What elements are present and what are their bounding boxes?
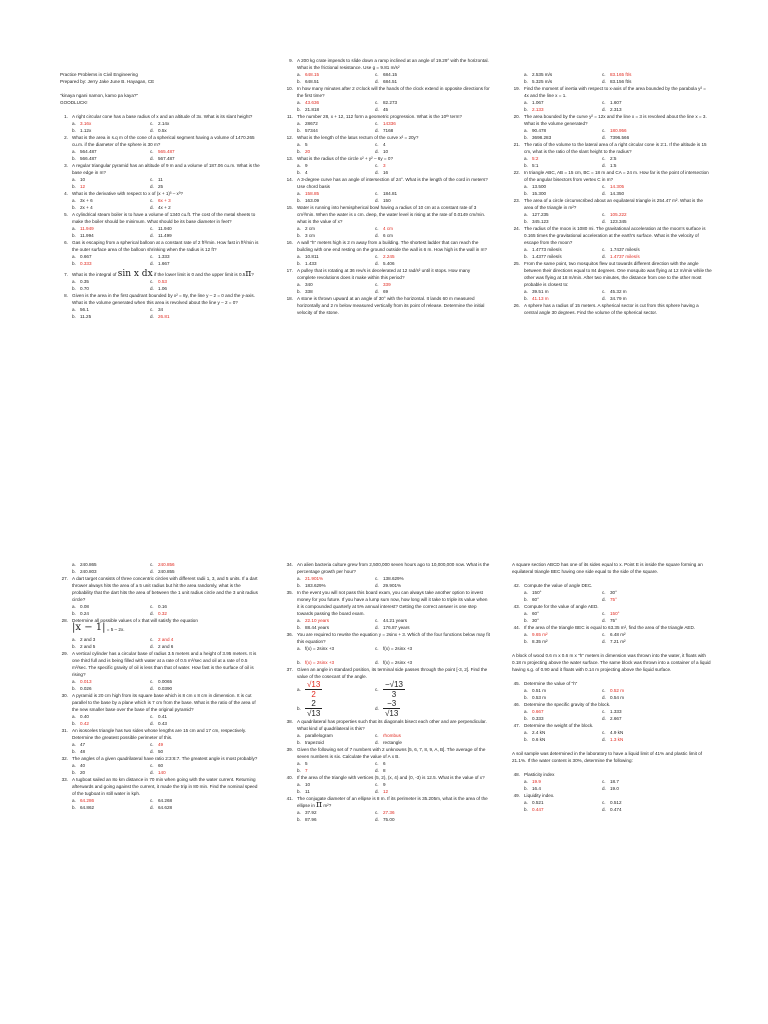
- question-12: 12. What is the length of the latus rectum of the curve x² = 20y?: [286, 135, 419, 140]
- fraction-b: $\frac{2}{√13}$: [307, 699, 321, 718]
- choices-45: a. 0.51 m c. 0.52 m b. 0.53 m d. 0.54 m: [524, 688, 625, 700]
- choices-39: a. 5 c. 6 b. 7 d. 8: [297, 761, 386, 773]
- choices-5: a. 11.949 c. 11.940 b. 11.994 d. 11.499: [72, 226, 172, 238]
- choices-7: a. 0.35 c. 0.53 b. 0.70 d. 1.06: [72, 279, 167, 291]
- choices-8: a. 56.1 c. 34 b. 11.25 d. 26.81: [72, 307, 170, 319]
- question-32: 32. The angles of a given quadrilateral have ratio 2:3:6:7. The greatest angle is most probably?: [61, 756, 258, 761]
- choices-32: a. 40 c. 60 b. 20 d. 140: [72, 763, 166, 775]
- page2-column-2: [285, 561, 490, 823]
- question-7: 7. What is the integral of sin x dx if the lower limit is 0 and the upper limit is 0.5π?: [64, 269, 254, 279]
- choices-38: a. parallelogram c. rhombus b. trapezoid d. rectangle: [297, 733, 402, 745]
- choices-14: a. 158.85 c. 184.81 b. 163.09 d. 150: [297, 191, 398, 203]
- choices-16: a. 10.811 c. 2.245 b. 1.433 d. 5.406: [297, 254, 395, 266]
- question-22: 22. In triangle ABC, AB = 15 cm, BC = 18 m and CA = 24 m. How far is the point of intersection of the angular bisectors from vertex C in m?: [513, 170, 709, 182]
- page1-column-3: [512, 57, 712, 316]
- question-37: 37. Given an angle in standard position, its terminal side passes through the point [-3, 2]. Find the value of the cosecant of the angle.: [286, 667, 488, 679]
- choices-3: a. 10 c. 11 b. 12 d. 25: [72, 177, 164, 189]
- question-13: 13. What is the radius of the circle x² + y² – 6y = 0?: [286, 156, 393, 161]
- question-14: 14. A 3-degree curve has an angle of intersection of 24°. What is the length of the cord in meters? Use chord basis: [286, 177, 488, 189]
- question-17: 17. A pulley that is rotating at 36 rev/s is decelerated at 12 rad/s² until it stops. How many complete revolutions does it make within this period?: [286, 268, 471, 280]
- question-10: 10. In how many minutes after 2 o'clock will the hands of the clock extend in opposite directions for the first time?: [286, 86, 490, 98]
- question-45: 45. Determine the value of "h": [513, 681, 578, 686]
- question-11: 11. The number 28, x + 12, 112 form a geometric progression. What is the 10ᵗʰ term?: [286, 114, 462, 119]
- choices-35: a. 22.10 years c. 44.21 years b. 88.44 years d. 176.87 years: [297, 618, 410, 630]
- question-36: 36. You are required to rewrite the equation y = 2sinx + 3. Which of the four functions below may fit this equation?: [286, 632, 490, 644]
- choices-2: a. 564.487 c. 565.487 b. 566.487 d. 567.487: [72, 149, 175, 161]
- question-5: 5. A cylindrical steam boiler is to have a volume of 1340 cu.ft. The cost of the metal sheets to make the boiler should be minimum. What should be its base diameter in feet?: [64, 212, 256, 224]
- choices-10: a. 43.636 c. 82.273 b. 21.818 d. 45: [297, 100, 398, 112]
- choices-23: a. 127.235 c. 105.222 b. 345.123 d. 123.345: [524, 212, 627, 224]
- question-43: 43. Compute for the value of angle AED.: [513, 604, 599, 609]
- choices-37-row1: a. $\frac{√13}{2}$ c. $\frac{-√13}{3}$: [297, 680, 403, 699]
- integral-expression: sin x dx: [117, 269, 153, 279]
- choices-15: a. 2 cm c. 4 cm b. 3 cm d. 6 cm: [297, 226, 393, 238]
- page1-column-2: [285, 57, 490, 316]
- fraction-c: $\frac{-√13}{3}$: [385, 680, 403, 699]
- choices-6: a. 0.667 c. 1.333 b. 0.333 d. 1.667: [72, 254, 170, 266]
- choices-34: a. 21.901% c. 138.629% b. 183.629% d. 29.901%: [297, 576, 404, 588]
- question-27: 27. A dart target consists of three concentric circles with different radii 1, 3, and 5 units. If a dart thrower always hits the area of a 5 unit radius but hit the area randomly, what is the probability that the dart hits the area of between the 1 unit radius circle and the 3 unit radius circle?: [61, 576, 258, 602]
- choices-11: a. 28672 c. 14336 b. 57344 d. 7168: [297, 121, 396, 133]
- equation-28: |x − 1| = 5 – 2x.: [72, 622, 125, 633]
- choices-20: a. 90.478 c. 180.956 b. 3698.283 d. 7396.566: [524, 128, 630, 140]
- choices-27: a. 0.08 c. 0.16 b. 0.24 d. 0.32: [72, 604, 167, 616]
- choices-1: a. 3.16x c. 2.14x b. 1.12x d. 0.5x: [72, 121, 170, 133]
- question-15: 15. Water is running into hemispherical bowl having a radius of 10 cm at a constant rate of 3 cm³/min. When the water is x cm. deep, the water level is rising at the rate of 0.0149 cm/min. what is the value of x?: [286, 205, 486, 224]
- question-2: 2. What is the area in s.q m of the cone of a spherical segment having a volume of 1470.265 cu.m. if the diameter of the sphere is 30 m?: [64, 135, 255, 147]
- choices-37-row2: b. $\frac{2}{√13}$ d. $\frac{-3}{√13}$: [297, 699, 399, 718]
- question-6: 6. Gas is escaping from a spherical balloon at a constant rate of 2 ft³/min. How fast in ft²/min is the outer surface area of the balloon shrinking when the radius is 12 ft?: [64, 240, 259, 252]
- choices-21: a. 5:2 c. 2:5 b. 5:1 d. 1:5: [524, 156, 617, 168]
- question-30: 30. A pyramid is 20 cm high from its square base which is 8 cm x 8 cm in dimension. It is cut parallel to the base by a plane which is 7 cm from the base. What is the ratio of the area of the new smaller base over the base of the original pyramid?: [61, 693, 256, 712]
- question-46: 46. Determine the specific gravity of the block.: [513, 702, 611, 707]
- question-41: 41. The conjugate diameter of an ellipse is 8 m. If its perimeter is 35.205m, what is the area of the ellipse in π m²?: [286, 796, 488, 810]
- question-39: 39. Given the following set of 7 numbers with 2 unknowns [5, 6, 7, 8, 9, A, B]. The average of the seven numbers is six. Calculate the value of A x B.: [286, 747, 486, 759]
- question-28: 28. Determine all possible values of x that will satisfy the equation: [61, 618, 198, 623]
- question-29: 29. A vertical cylinder has a circular base of radius 3.5 meters and a height of 3.95 meters. It is one third full and is being filled with water at a rate of 0.5 m³/sec and oil at a rate of 0.5 m³/sec. The specific gravity of oil is less than that of water. How fast is the surface of oil is rising?: [61, 651, 257, 677]
- fraction-d: $\frac{-3}{√13}$: [385, 699, 399, 718]
- question-18: 18. A stone is thrown upward at an angle of 30° with the horizontal. It lands 60 m measured horizontally and 2 m below measured vertically from its point of release. Determine the initial velocity of the stone.: [286, 296, 485, 315]
- question-33: 33. A tugboat sailed an 8o km distance in 70 min when going with the water current. Returning afterwards and going against the current, it made the trip in 80 min. Find the nominal speed of the tugboat in still water in kph.: [61, 777, 258, 796]
- question-47: 47. Determine the weight of the block.: [513, 723, 594, 728]
- problem-square-section: A square section ABCD has one of its sides equal to x. Point E is inside the square forming an equilateral triangle BEC having one side equal to the side of the square.: [512, 562, 703, 574]
- question-40: 40. If the area of the triangle with vertices (5, 2), (x, 4) and (0, -3) is 12.5. What is the value of x?: [286, 775, 485, 780]
- question-1: 1. A right circular cone has a base radius of x and an altitude of 3x. What is its slant height?: [64, 114, 253, 119]
- choices-18: a. 2.535 m/s c. 83.165 ft/s b. 5.325 m/s d. 83.156 ft/s: [524, 72, 632, 84]
- choices-36-row2: b. f(x) = 2sinx +3 d. f(x) = 2sinx +3: [297, 660, 413, 665]
- choices-40: a. 10 c. 9 b. 11 d. 12: [297, 782, 389, 794]
- question-3: 3. A regular triangular pyramid has an altitude of 9 m and a volume of 187.06 cu.m. What is the base edge in m?: [64, 163, 260, 175]
- question-42: 42. Compute the value of angle DEC.: [513, 583, 593, 588]
- choices-33: a. 64.286 c. 64.268 b. 64.862 d. 64.628: [72, 798, 173, 810]
- question-31: 31. An isosceles triangle has two sides whose lengths are 15 cm and 17 cm, respectively. Determine the greatest possible perimeter of this.: [61, 728, 247, 740]
- question-49: 49. Liquidity index.: [513, 793, 555, 798]
- choices-36: a. f(x) = 2sinx +3 c. f(x) = 2sinx +3: [297, 646, 413, 651]
- question-48: 48. Plasticity index: [513, 772, 555, 777]
- question-24: 24. The radius of the moon is 1080 mi. The gravitational acceleration at the moon's surface is 0.165 times the gravitational acceleration at the earth's surface. What is the velocity of escape from the moon?: [513, 226, 706, 245]
- page2-column-1: [60, 561, 260, 811]
- choices-46: a. 0.667 c. 1.333 b. 0.333 d. 2.667: [524, 709, 622, 721]
- question-4: 4. What is the derivative with respect to x of (x + 1)³ – x³?: [64, 191, 183, 196]
- choices-30: a. 0.40 c. 0.41 b. 0.42 d. 0.43: [72, 714, 167, 726]
- question-20: 20. The area bounded by the curve y² = 12x and the line x = 3 is revolved about the line x = 3. What is the volume generated?: [513, 114, 707, 126]
- choices-24: a. 1.4773 miles/s c. 1.7437 miles/s b. 1.4377 miles/s d. 1.4737 miles/s: [524, 247, 640, 259]
- choices-49: a. 0.521 c. 0.512 b. 0.447 d. 0.474: [524, 800, 622, 812]
- question-34: 34. An alien bacteria culture grew from 2,500,000 seven hours ago to 10,000,000 now. What is the percentage growth per hour?: [286, 562, 490, 574]
- choices-4: a. 3x + 6 c. 6x + 3 b. 2x + 4 d. 4x + 2: [72, 198, 171, 210]
- doc-title: Practice Problems in Civil Engineering: [60, 72, 138, 77]
- page1-column-1: [60, 71, 260, 320]
- choices-19: a. 1.067 c. 1.607 b. 2.133 d. 2.313: [524, 100, 622, 112]
- problem-wood-block: A block of wood 0.6 m x 0.6 m x "h" meters in dimension was thrown into the water, it floats with 0.18 m projecting above the water surface. The same block was thrown into a container of a liquid having s.g. of 0.90 and it floats with 0.14 m projecting above the liquid surface.: [512, 653, 711, 672]
- choices-25: a. 39.51 m c. 45.32 m b. 41.13 m d. 34.79 m: [524, 289, 627, 301]
- doc-goodluck: GOODLUCK!: [60, 100, 88, 105]
- choices-41: a. 37.92 c. 27.36 b. 87.96 d. 75.00: [297, 810, 395, 822]
- choices-26: a. 240.865 c. 240.856 b. 240.803 d. 240.855: [72, 562, 175, 574]
- choices-9: a. 648.15 c. 684.15 b. 648.51 d. 684.51: [297, 72, 398, 84]
- fraction-a: $\frac{√13}{2}$: [307, 680, 321, 699]
- question-19: 19. Find the moment of inertia with respect to x-axis of the area bounded by the parabola y² = 4x and the line x = 1.: [513, 86, 706, 98]
- question-35: 35. In the event you will not pass this board exam, you can always take another option to invest money for you future. If you have a lump sum now, how long will it take to triple its value when it is compounded quarterly at 5% annual interest? Getting the correct answer is one step towards passing the board exam.: [286, 590, 488, 616]
- choices-28: a. 2 and 3 c. 2 and 4 b. 2 and 5 d. 2 and 6: [72, 637, 174, 649]
- choices-31: a. 47 c. 49 b. 48 d. 50: [72, 742, 164, 754]
- choices-22: a. 13.500 c. 14.305 b. 15.300 d. 14.350: [524, 184, 625, 196]
- question-26: 26. A sphere has a radius of 15 meters. A spherical sector is cut from this sphere having a central angle 30 degrees. Find the volume of the spherical sector.: [513, 303, 699, 315]
- question-44: 44. If the area of the triangle BEC is equal to 63.35 m², find the area of the triangle AED.: [513, 625, 696, 630]
- page2-column-3: [512, 561, 712, 813]
- doc-quote: "kinaya ngani namon, kamo pa kaya?": [60, 93, 139, 98]
- choices-17: a. 340 c. 339 b. 338 d. 69: [297, 282, 391, 294]
- choices-29: a. 0.013 c. 0.0065 b. 0.026 d. 0.0390: [72, 679, 173, 691]
- question-25: 25. From the same point, two mosquitos flew out towards different direction with the angle between their directions equal to 84 degrees. One mosquito was flying at 12 m/min while the other was flying at 18 m/min. After two minutes, the distance from one to the other most probable is closest to:: [513, 261, 712, 287]
- question-23: 23. The area of a circle circumscribed about an equilateral triangle is 254.47 m². What is the area of the triangle in m²?: [513, 198, 703, 210]
- question-21: 21. The ratio of the volume to the lateral area of a right circular cone is 2:1. If the altitude is 15 cm, what is the ratio of the slant height to the radius?: [513, 142, 707, 154]
- question-9: 9. A 200 kg crate impends to slide down a ramp inclined at an angle of 19.29° with the horizontal. What is the frictional resistance. Use g = 9.81 m/s²: [289, 58, 489, 70]
- choices-47: a. 2.4 kN c. 4.9 kN b. 0.6 kN d. 1.3 kN: [524, 730, 624, 742]
- choices-44: a. 9.65 m² c. 6.48 m² b. 8.35 m² d. 7.21 m²: [524, 632, 626, 644]
- question-8: 8. Given is the area in the first quadrant bounded by x² = 8y, the line y – 2 = 0 and the y-axis. What is the volume generated when this area is revolved about the line y – 2 = 0?: [64, 293, 256, 305]
- problem-soil-sample: A soil sample was determined in the laboratory to have a liquid limit of 41% and plastic limit of 21.1%. If the water content is 30%, determine the following:: [512, 751, 702, 763]
- choices-48: a. 19.9 c. 18.7 b. 16.4 d. 19.0: [524, 779, 619, 791]
- choices-43: a. 60° c. 150° b. 30° d. 75°: [524, 611, 620, 623]
- choices-42: a. 150° c. 30° b. 60° d. 75°: [524, 590, 617, 602]
- choices-12: a. 5 c. 4 b. 20 d. 10: [297, 142, 389, 154]
- choices-13: a. 9 c. 3 b. 4 d. 16: [297, 163, 389, 175]
- question-38: 38. A quadrilateral has properties such that its diagonals bisect each other and are perpendicular. What kind of quadrilateral is this?: [286, 719, 487, 731]
- doc-author: Prepared by: Jerry Jake June B. Hayagan, CE: [60, 79, 155, 84]
- question-16: 16. A wall "h" meters high is 2 m away from a building. The shortest ladder that can reach the building with one end resting on the ground outside the wall is 6 m. How high is the wall in m?: [286, 240, 487, 252]
